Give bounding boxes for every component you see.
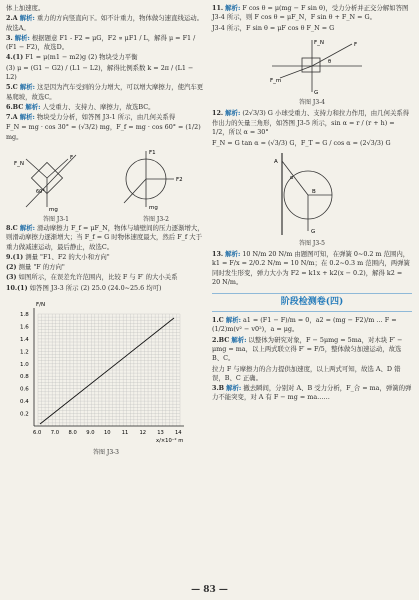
answer-number: 2.BC <box>212 335 230 344</box>
answer-text: 测量 "F 的方向" <box>18 263 65 272</box>
analysis-label: 解析: <box>19 14 35 23</box>
answer-line <box>6 64 206 83</box>
j3-4-label-f: F <box>354 41 358 48</box>
answer-line <box>212 336 412 364</box>
x-tick-label: 12 <box>139 429 147 436</box>
j3-5-label-g: G <box>311 228 316 235</box>
left-answers-mid <box>6 224 206 293</box>
figure-j3-4 <box>212 36 412 106</box>
page-number: — 83 — <box>191 585 228 595</box>
figure-j3-3 <box>6 296 206 458</box>
analysis-label: 解析: <box>231 335 247 344</box>
j3-2-label-f1: F1 <box>149 149 156 156</box>
y-tick-label: 0.8 <box>20 374 29 381</box>
figure-j3-5 <box>212 151 412 247</box>
answer-number: (3) <box>6 273 17 282</box>
answer-text: 如图所示，在误差允许范围内，比较 F 与 F′ 的大小关系 <box>18 273 178 282</box>
answer-number: 5.C <box>6 83 18 92</box>
j3-5-label-alpha: α <box>290 174 294 181</box>
j3-2-label-g: mg <box>149 204 158 211</box>
y-tick-label: 1.4 <box>20 336 29 343</box>
analysis-label: 解析: <box>225 4 241 12</box>
answer-number: 6.BC <box>6 102 24 111</box>
answer-line <box>6 273 206 282</box>
answer-text: 滑动摩擦力 F_f = μF_N，物体与墙壁间的压力逐渐增大，则滑动摩擦力逐渐增大；当 F_f = G 时物体速度最大，然后 F_f 大于重力做减速运动，最后静止，故选C。 <box>6 223 204 251</box>
caption-j3-4: 答图 J3-4 <box>299 99 325 107</box>
answer-text: 根据题意 F1 - F2 = μG，F2 ∝ μF1 / L，解得 μ = F1 / (F1 − F2)，故选D。 <box>6 33 196 52</box>
j3-4-label-fm: F_m <box>270 77 282 84</box>
x-tick-label: 7.0 <box>50 429 59 436</box>
x-tick-label: 8.0 <box>68 429 77 436</box>
answer-text: 这是因为汽车受到的分力增大，可以增大摩擦力，使汽车更易爬坡，故选C。 <box>6 83 204 101</box>
answer-text: 如答图 J3-3 所示 (2) 25.0 (24.0~25.6 均可) <box>29 283 162 292</box>
y-axis-label: F/N <box>36 301 46 308</box>
j3-1-label-angle: 60° <box>36 188 45 195</box>
x-tick-label: 13 <box>157 429 164 436</box>
figure-j3-2 <box>124 150 183 211</box>
answer-text: 撤去瞬间，分别对 A、B 受力分析，F_合 = ma，弹簧的弹力不能突变，对 A 有 F − mg = ma…… <box>212 384 412 402</box>
caption-j3-3: 答图 J3-3 <box>93 449 119 457</box>
answer-line <box>212 139 412 148</box>
figure-j3-1 <box>14 155 76 213</box>
j3-1-label-g: mg <box>49 206 58 213</box>
answer-line <box>6 113 206 122</box>
answer-text: 体上加速度。 <box>6 4 45 12</box>
answer-number: 1.C <box>212 316 224 325</box>
y-tick-label: 1.8 <box>20 311 29 318</box>
answer-line <box>6 53 206 62</box>
answer-line <box>6 34 206 53</box>
x-axis-label: x/×10⁻² m <box>156 437 184 444</box>
y-tick-label: 0.6 <box>20 386 29 393</box>
right-answers-section4 <box>212 316 412 403</box>
answer-number: 7.A <box>6 113 18 122</box>
answer-text: F cos θ = μ(mg − F sin θ)，受力分析并正交分解如答图 J3-4 所示，则 F cos θ = μF_N，F sin θ + F_N = G。 <box>212 4 409 22</box>
answer-line <box>6 224 206 252</box>
answer-number: 8.C <box>6 223 18 232</box>
analysis-label: 解析: <box>19 113 35 122</box>
analysis-label: 解析: <box>19 83 35 92</box>
j3-5-label-b: B <box>312 188 316 195</box>
right-answers-12 <box>212 109 412 148</box>
x-tick-label: 9.0 <box>86 429 95 436</box>
answer-text: J3-4 所示，F sin θ = μF cos θ F_N = G <box>212 23 335 32</box>
x-tick-label: 14 <box>175 429 182 436</box>
answer-text: 测量 "F1、F2 的大小和方向" <box>25 252 110 261</box>
j3-1-label-fn: F_N <box>14 160 25 167</box>
answer-line <box>212 119 412 138</box>
answer-text: 重力的方向竖直向下。如不计重力，物体做匀速直线运动。故选A。 <box>6 14 204 32</box>
answer-text: (2√3/3) G 小球受重力、支持力和拉力作用，由几何关系得 <box>242 108 410 117</box>
right-answers-13 <box>212 250 412 287</box>
right-answers-11 <box>212 4 412 33</box>
answer-line <box>6 123 206 142</box>
figure-j3-4-svg <box>212 36 412 96</box>
left-answers-top <box>6 4 206 142</box>
answer-text: 作出力的矢量三角形，如答图 J3-5 所示，sin α = r / (r + h) = 1/2，所以 α = 30° <box>212 119 395 137</box>
figure-j3-5-svg <box>212 151 412 237</box>
answer-line <box>212 4 412 23</box>
j3-4-label-theta: θ <box>328 58 332 65</box>
y-tick-label: 0.2 <box>20 411 29 418</box>
answer-text: F1 = μ(m1 − m2)g (2) 物块受力平衡 <box>25 53 138 62</box>
analysis-label: 解析: <box>225 249 241 258</box>
answer-text: 以整体为研究对象，F − 5μmg = 5ma，对木块 F′ − μmg = ma，以上两式联立得 F′ = F/5，整体做匀加速运动，故选 B、C。 <box>212 335 403 363</box>
answer-number: 3.B <box>212 384 225 393</box>
fitted-line <box>40 318 174 424</box>
answer-text: 人受重力、支持力、摩擦力，故选BC。 <box>42 102 155 111</box>
answer-number: 2.A <box>6 14 18 23</box>
answer-number: 13. <box>212 249 224 258</box>
y-tick-label: 1.0 <box>20 361 29 368</box>
answer-text: (3) μ = (G1 − G2) / (L1 − L2)，解得比例系数 k = 2π / (L1 − L2) <box>6 63 194 81</box>
caption-j3-2: 答图 J3-2 <box>143 216 169 224</box>
answer-line <box>6 83 206 102</box>
j3-5-label-a: A <box>274 158 278 165</box>
analysis-label: 解析: <box>14 33 30 42</box>
caption-j3-5: 答图 J3-5 <box>299 240 325 248</box>
j3-4-label-g: G <box>314 89 319 96</box>
answer-text: a1 = (F1 − F)/m = 0，a2 = (mg − F2)/m … F = (1/2)m(v² − v0²)，a = μg。 <box>212 316 397 334</box>
x-tick-label: 11 <box>121 429 129 436</box>
answer-line <box>212 24 412 33</box>
answer-line <box>212 316 412 335</box>
answer-line <box>6 253 206 262</box>
answer-line <box>212 384 412 403</box>
x-tick-label: 6.0 <box>33 429 42 436</box>
answer-text: 10 N/m 20 N/m 由题图可知，在弹簧 0~0.2 m 范围内，k1 = F/x = 2/0.2 N/m = 10 N/m；在 0.2~0.3 m 范围内，两弹簧同时发生形变，弹力大小为 F2 = k1x + k2(x − 0.2)，解得 k2 = 20 N/m。 <box>212 249 410 286</box>
y-tick-label: 1.2 <box>20 349 29 356</box>
answer-line <box>212 109 412 118</box>
answer-line <box>212 365 412 384</box>
answer-text: F_N = mg · cos 30° = (√3/2) mg，F_f = mg · cos 60° = (1/2) mg。 <box>6 123 201 141</box>
answer-number: (2) <box>6 263 17 272</box>
answer-line <box>6 263 206 272</box>
analysis-label: 解析: <box>226 384 242 393</box>
analysis-label: 解析: <box>225 316 241 325</box>
analysis-label: 解析: <box>25 102 41 111</box>
caption-j3-1: 答图 J3-1 <box>43 216 69 224</box>
y-tick-label: 0.4 <box>20 399 29 406</box>
answer-line <box>6 284 206 293</box>
answer-number: 12. <box>212 108 224 117</box>
answer-line <box>6 4 206 13</box>
answer-text: 拉力 F 与摩擦力的合力提供加速度，以上两式可知，故选 A、D 错误，B、C 正确。 <box>212 364 401 382</box>
answer-number: 9.(1) <box>6 252 24 261</box>
j3-2-label-f2: F2 <box>176 176 183 183</box>
x-tick-label: 10 <box>104 429 111 436</box>
answer-line <box>6 103 206 112</box>
answer-number: 10.(1) <box>6 283 28 292</box>
answer-line <box>6 14 206 33</box>
right-column <box>212 4 412 404</box>
j3-4-label-fn: F_N <box>314 39 325 46</box>
graph-j3-3-svg <box>6 296 206 446</box>
answer-text: 物块受力分析，如答图 J3-1 所示，由几何关系得 <box>36 113 176 122</box>
answer-number: 11. <box>212 4 224 12</box>
y-tick-label: 1.6 <box>20 324 29 331</box>
left-column <box>6 4 206 461</box>
answer-number: 3. <box>6 33 13 42</box>
answer-number: 4.(1) <box>6 53 24 62</box>
analysis-label: 解析: <box>19 223 35 232</box>
answer-line <box>212 250 412 287</box>
figure-j3-1-svg <box>6 145 206 213</box>
analysis-label: 解析: <box>225 108 241 117</box>
j3-1-label-f: F <box>70 154 74 161</box>
answer-text: F_N = G tan α = (√3/3) G，F_T = G / cos α = (2√3/3) G <box>212 138 391 147</box>
section-title: 阶段检测卷(四) <box>212 293 412 312</box>
figure-row-j3-1-j3-2 <box>6 145 206 224</box>
